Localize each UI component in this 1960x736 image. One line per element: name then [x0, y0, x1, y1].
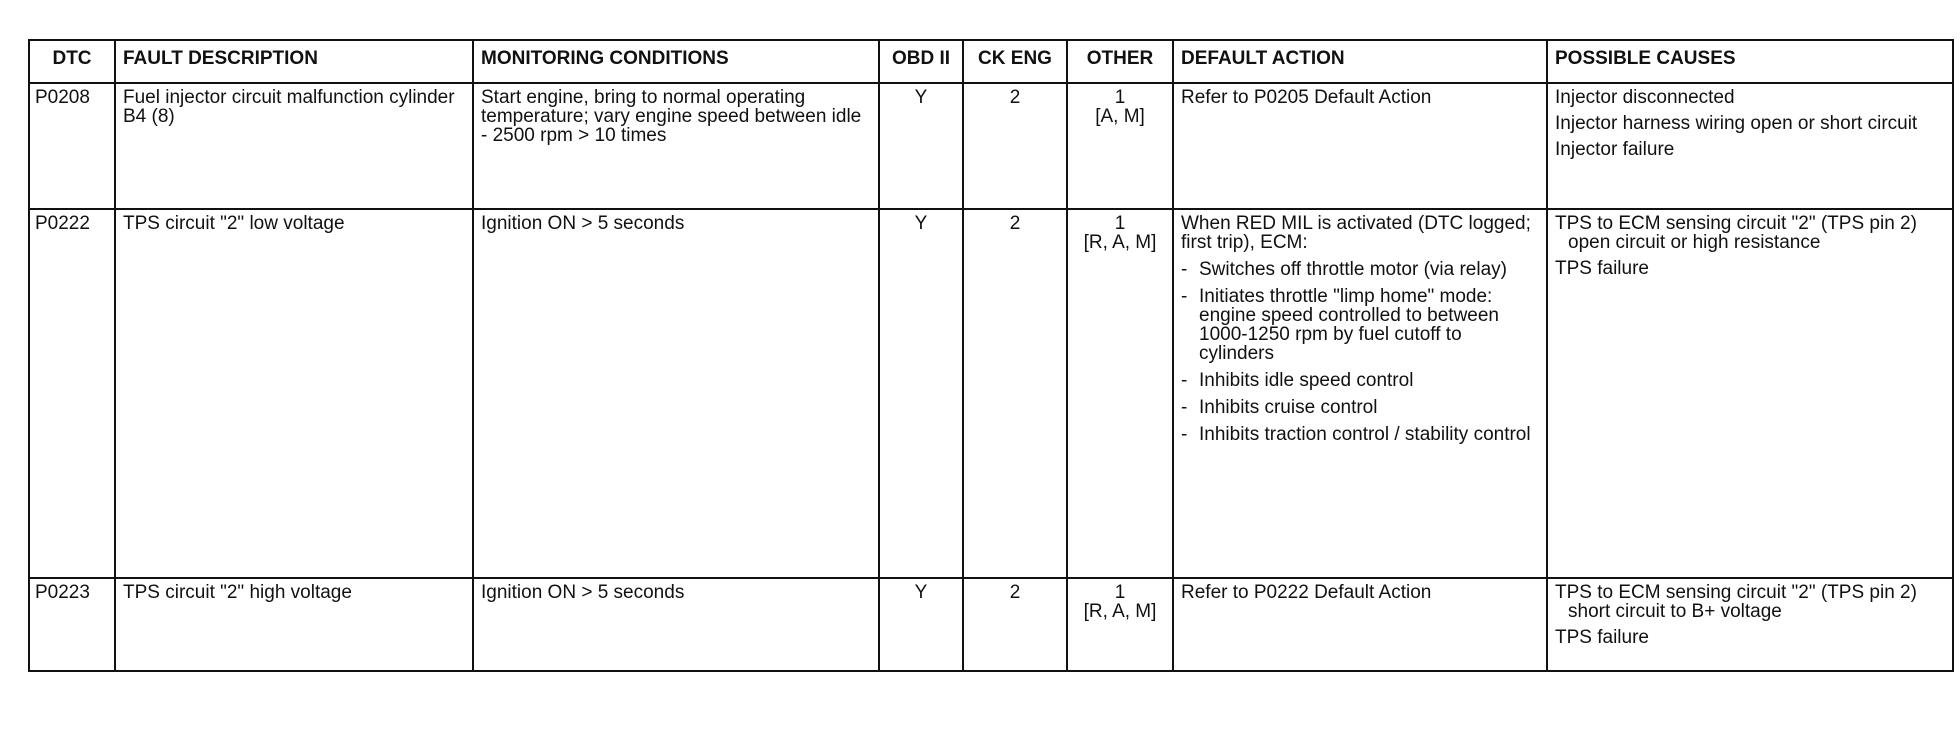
cause-item: Injector disconnected	[1555, 87, 1735, 108]
header-monitoring-conditions: MONITORING CONDITIONS	[473, 40, 879, 83]
bullet-text: Switches off throttle motor (via relay)	[1199, 259, 1507, 280]
bullet-dash: -	[1181, 370, 1188, 391]
other-value	[1067, 83, 1173, 209]
header-possible-causes: POSSIBLE CAUSES	[1547, 40, 1953, 83]
default-action: Refer to P0222 Default Action	[1173, 578, 1547, 671]
cause-item: TPS failure	[1555, 627, 1649, 648]
header-obd-ii: OBD II	[879, 40, 963, 83]
ck-eng-value: 2	[963, 209, 1067, 578]
possible-causes	[1547, 578, 1953, 671]
header-fault-description: FAULT DESCRIPTION	[115, 40, 473, 83]
monitoring-conditions: Ignition ON > 5 seconds	[473, 578, 879, 671]
header-ck-eng: CK ENG	[963, 40, 1067, 83]
ck-eng-value: 2	[963, 83, 1067, 209]
monitoring-conditions: Start engine, bring to normal operating temperature; vary engine speed between idle - 2500 rpm > 10 times	[473, 83, 879, 209]
possible-causes	[1547, 83, 1953, 209]
other-flags: [A, M]	[1095, 106, 1145, 127]
cause-item: TPS to ECM sensing circuit "2" (TPS pin 2) short circuit to B+ voltage	[1555, 582, 1917, 622]
bullet-dash: -	[1181, 424, 1188, 445]
bullet-text: Initiates throttle "limp home" mode: engine speed controlled to between 1000-1250 rpm by fuel cutoff to cylinders	[1199, 286, 1500, 364]
table-row	[29, 209, 1953, 578]
obd-ii-value: Y	[879, 578, 963, 671]
cause-item: Injector failure	[1555, 139, 1675, 160]
default-action-intro: When RED MIL is activated (DTC logged; first trip), ECM:	[1181, 213, 1531, 253]
dtc-code: P0208	[29, 83, 115, 209]
fault-description: TPS circuit "2" low voltage	[115, 209, 473, 578]
header-dtc: DTC	[29, 40, 115, 83]
other-value	[1067, 578, 1173, 671]
default-action-bullet	[1181, 398, 1539, 417]
header-other: OTHER	[1067, 40, 1173, 83]
monitoring-conditions: Ignition ON > 5 seconds	[473, 209, 879, 578]
other-flags: [R, A, M]	[1083, 232, 1157, 253]
cause-item: TPS failure	[1555, 258, 1649, 279]
fault-description: TPS circuit "2" high voltage	[115, 578, 473, 671]
table-row	[29, 578, 1953, 671]
fault-description: Fuel injector circuit malfunction cylinder B4 (8)	[115, 83, 473, 209]
bullet-dash: -	[1181, 259, 1188, 280]
bullet-dash: -	[1181, 397, 1188, 418]
obd-ii-value: Y	[879, 83, 963, 209]
other-flags: [R, A, M]	[1083, 601, 1157, 622]
dtc-fault-table	[28, 39, 1954, 672]
cause-item: Injector harness wiring open or short circuit	[1555, 113, 1918, 134]
cause-item: TPS to ECM sensing circuit "2" (TPS pin 2) open circuit or high resistance	[1555, 213, 1917, 253]
bullet-text: Inhibits idle speed control	[1199, 370, 1414, 391]
dtc-code: P0223	[29, 578, 115, 671]
default-action-bullet	[1181, 371, 1539, 390]
default-action-bullet	[1181, 260, 1539, 279]
default-action-bullet	[1181, 425, 1539, 444]
bullet-text: Inhibits cruise control	[1199, 397, 1378, 418]
dtc-code: P0222	[29, 209, 115, 578]
bullet-text: Inhibits traction control / stability control	[1199, 424, 1531, 445]
other-trip-count: 1	[1114, 582, 1126, 603]
default-action	[1173, 209, 1547, 578]
other-trip-count: 1	[1114, 87, 1126, 108]
other-value	[1067, 209, 1173, 578]
possible-causes	[1547, 209, 1953, 578]
default-action: Refer to P0205 Default Action	[1173, 83, 1547, 209]
other-trip-count: 1	[1114, 213, 1126, 234]
bullet-dash: -	[1181, 286, 1188, 307]
table-row	[29, 83, 1953, 209]
header-row	[29, 40, 1953, 83]
default-action-bullet	[1181, 287, 1539, 363]
ck-eng-value: 2	[963, 578, 1067, 671]
obd-ii-value: Y	[879, 209, 963, 578]
header-default-action: DEFAULT ACTION	[1173, 40, 1547, 83]
